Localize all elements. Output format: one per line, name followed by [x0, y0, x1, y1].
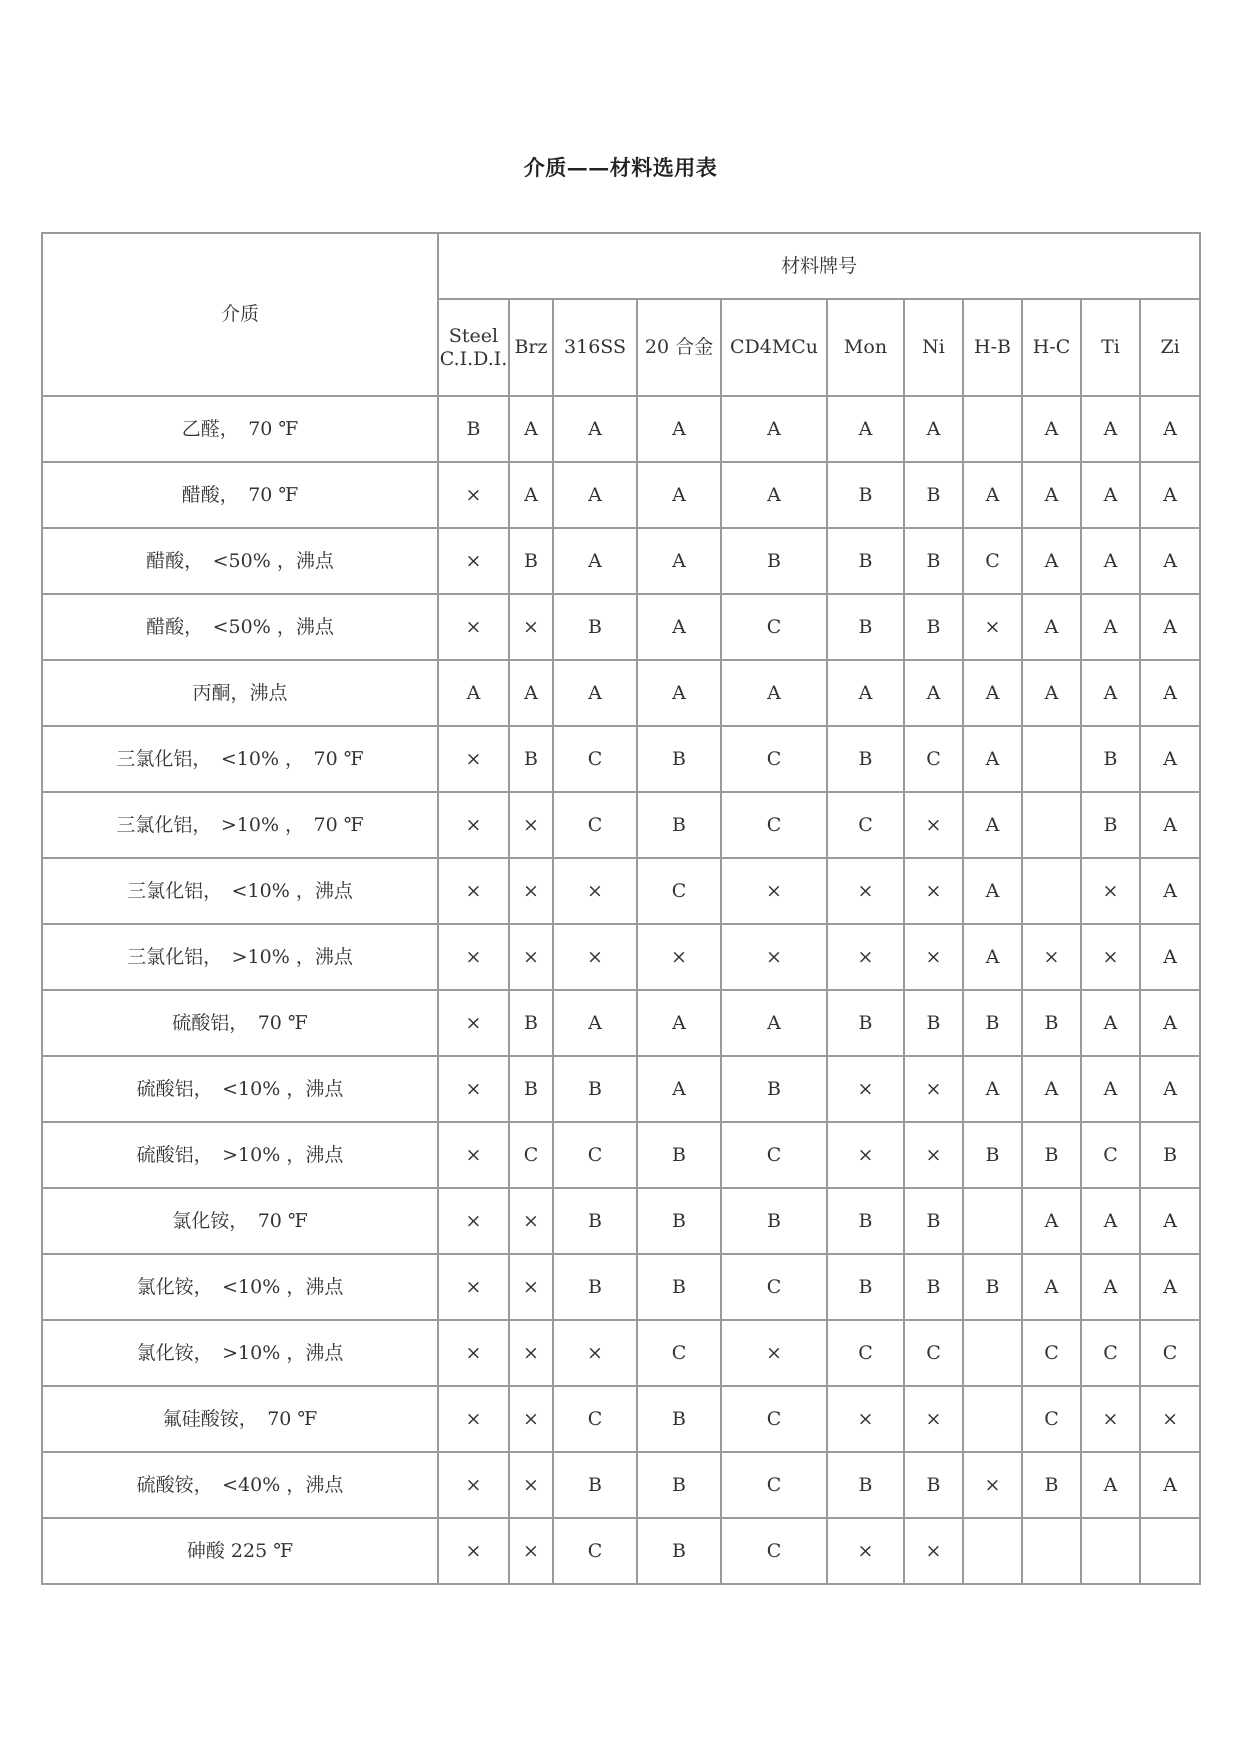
rating-cell: × [438, 528, 509, 594]
rating-cell: × [904, 924, 963, 990]
rating-cell: A [438, 660, 509, 726]
rating-cell: × [721, 858, 827, 924]
rating-cell: A [1081, 462, 1140, 528]
rating-cell: × [509, 924, 553, 990]
rating-cell [963, 396, 1022, 462]
rating-cell: C [1081, 1320, 1140, 1386]
rating-cell: B [904, 1452, 963, 1518]
rating-cell: × [509, 1452, 553, 1518]
rating-cell: × [827, 924, 904, 990]
rating-cell: × [904, 1056, 963, 1122]
rating-cell: B [1022, 990, 1081, 1056]
rating-cell: B [904, 528, 963, 594]
rating-cell: C [721, 1386, 827, 1452]
rating-cell: B [904, 1188, 963, 1254]
rating-cell: A [963, 660, 1022, 726]
rating-cell [1022, 858, 1081, 924]
rating-cell: B [1081, 726, 1140, 792]
rating-cell: × [904, 858, 963, 924]
medium-cell: 醋酸， <50% ，沸点 [42, 594, 438, 660]
rating-cell: B [637, 792, 721, 858]
rating-cell: A [1022, 594, 1081, 660]
rating-cell: × [904, 1122, 963, 1188]
rating-cell: C [904, 1320, 963, 1386]
medium-cell: 氯化铵， 70 ℉ [42, 1188, 438, 1254]
material-column-header [1140, 299, 1200, 396]
rating-cell: A [1140, 1188, 1200, 1254]
rating-cell: × [963, 1452, 1022, 1518]
material-name: H-B [974, 336, 1011, 359]
table-row [42, 990, 1200, 1056]
rating-cell: B [827, 1254, 904, 1320]
rating-cell: B [721, 1188, 827, 1254]
rating-cell: × [963, 594, 1022, 660]
rating-cell: C [553, 1386, 637, 1452]
rating-cell: C [553, 726, 637, 792]
rating-cell: C [553, 1122, 637, 1188]
rating-cell [963, 1386, 1022, 1452]
material-name: Ti [1101, 336, 1120, 359]
rating-cell: C [509, 1122, 553, 1188]
rating-cell: × [1081, 1386, 1140, 1452]
rating-cell: × [438, 1518, 509, 1584]
rating-cell: B [637, 726, 721, 792]
rating-cell: B [509, 726, 553, 792]
table-row [42, 1452, 1200, 1518]
material-column-header [963, 299, 1022, 396]
rating-cell: A [637, 1056, 721, 1122]
rating-cell: × [438, 858, 509, 924]
table-row [42, 594, 1200, 660]
table-row [42, 1056, 1200, 1122]
rating-cell: A [1140, 792, 1200, 858]
rating-cell: A [553, 462, 637, 528]
rating-cell: B [827, 528, 904, 594]
material-name: Brz [514, 336, 548, 359]
rating-cell: A [1140, 1254, 1200, 1320]
table-row [42, 1254, 1200, 1320]
material-name: Steel [448, 324, 499, 347]
table-row [42, 660, 1200, 726]
rating-cell: A [1140, 924, 1200, 990]
rating-cell: C [721, 1122, 827, 1188]
rating-cell: C [637, 858, 721, 924]
rating-cell: C [1081, 1122, 1140, 1188]
rating-cell: × [438, 1320, 509, 1386]
rating-cell: A [904, 660, 963, 726]
rating-cell: B [553, 594, 637, 660]
rating-cell: × [827, 1122, 904, 1188]
material-name: H-C [1032, 336, 1071, 359]
table-row [42, 1320, 1200, 1386]
rating-cell: × [438, 1452, 509, 1518]
rating-cell: C [637, 1320, 721, 1386]
rating-cell: A [1140, 990, 1200, 1056]
rating-cell: A [509, 396, 553, 462]
rating-cell: A [637, 660, 721, 726]
rating-cell [963, 1320, 1022, 1386]
rating-cell: A [1140, 660, 1200, 726]
rating-cell: B [553, 1254, 637, 1320]
rating-cell: A [1022, 1254, 1081, 1320]
medium-cell: 丙酮，沸点 [42, 660, 438, 726]
material-column-header [721, 299, 827, 396]
rating-cell [963, 1518, 1022, 1584]
material-name: Mon [843, 336, 888, 359]
rating-cell: C [827, 1320, 904, 1386]
material-name: Ni [922, 336, 945, 359]
material-column-header [553, 299, 637, 396]
rating-cell: B [827, 462, 904, 528]
rating-cell: B [637, 1386, 721, 1452]
rating-cell: B [904, 462, 963, 528]
rating-cell: C [721, 1452, 827, 1518]
rating-cell: A [1081, 1188, 1140, 1254]
rating-cell: × [904, 1386, 963, 1452]
rating-cell: A [637, 990, 721, 1056]
rating-cell: A [1022, 1056, 1081, 1122]
rating-cell: × [438, 726, 509, 792]
rating-cell: C [721, 792, 827, 858]
rating-cell: B [827, 726, 904, 792]
medium-cell: 氯化铵， >10% ，沸点 [42, 1320, 438, 1386]
material-column-header [1022, 299, 1081, 396]
medium-cell: 三氯化铝， >10% ， 70 ℉ [42, 792, 438, 858]
rating-cell: A [1140, 462, 1200, 528]
rating-cell: B [721, 1056, 827, 1122]
rating-cell: B [827, 990, 904, 1056]
rating-cell: A [1081, 660, 1140, 726]
table-row [42, 1386, 1200, 1452]
rating-cell: × [827, 1386, 904, 1452]
material-column-header [637, 299, 721, 396]
rating-cell: A [1081, 990, 1140, 1056]
medium-cell: 醋酸， <50% ，沸点 [42, 528, 438, 594]
rating-cell: A [1140, 1452, 1200, 1518]
rating-cell: A [963, 1056, 1022, 1122]
rating-cell [1140, 1518, 1200, 1584]
medium-cell: 砷酸 225 ℉ [42, 1518, 438, 1584]
rating-cell: B [637, 1188, 721, 1254]
rating-cell: A [1022, 462, 1081, 528]
material-grade-header: 材料牌号 [438, 233, 1200, 299]
rating-cell: A [1140, 1056, 1200, 1122]
rating-cell: A [1081, 594, 1140, 660]
rating-cell: C [721, 726, 827, 792]
rating-cell: × [1081, 858, 1140, 924]
rating-cell: C [1140, 1320, 1200, 1386]
table-row [42, 1188, 1200, 1254]
rating-cell: A [963, 792, 1022, 858]
material-column-header [904, 299, 963, 396]
material-name: 316SS [564, 336, 626, 359]
rating-cell: A [637, 462, 721, 528]
medium-cell: 醋酸， 70 ℉ [42, 462, 438, 528]
rating-cell: B [509, 1056, 553, 1122]
rating-cell: A [1022, 396, 1081, 462]
rating-cell: B [637, 1122, 721, 1188]
rating-cell: × [509, 594, 553, 660]
rating-cell: B [963, 1122, 1022, 1188]
rating-cell: C [721, 1254, 827, 1320]
rating-cell: × [438, 1254, 509, 1320]
material-selection-table [41, 232, 1201, 1585]
rating-cell: A [637, 594, 721, 660]
medium-cell: 三氯化铝， <10% ，沸点 [42, 858, 438, 924]
rating-cell: A [1022, 528, 1081, 594]
rating-cell: A [1140, 528, 1200, 594]
rating-cell: B [721, 528, 827, 594]
rating-cell: A [553, 660, 637, 726]
rating-cell: A [1140, 396, 1200, 462]
rating-cell: A [509, 462, 553, 528]
rating-cell: A [1140, 594, 1200, 660]
rating-cell: A [963, 726, 1022, 792]
material-name: CD4MCu [729, 336, 819, 359]
rating-cell: C [721, 1518, 827, 1584]
rating-cell [1022, 726, 1081, 792]
rating-cell: A [827, 660, 904, 726]
rating-cell: A [1022, 660, 1081, 726]
rating-cell: × [438, 1056, 509, 1122]
material-column-header [509, 299, 553, 396]
rating-cell: C [1022, 1320, 1081, 1386]
rating-cell: × [1081, 924, 1140, 990]
rating-cell: × [438, 792, 509, 858]
table-row [42, 1518, 1200, 1584]
rating-cell: B [904, 594, 963, 660]
rating-cell: A [721, 396, 827, 462]
rating-cell: A [1081, 1056, 1140, 1122]
material-column-header [1081, 299, 1140, 396]
rating-cell: B [438, 396, 509, 462]
rating-cell: × [553, 858, 637, 924]
table-row [42, 528, 1200, 594]
rating-cell: × [438, 990, 509, 1056]
rating-cell: × [509, 792, 553, 858]
rating-cell: A [553, 396, 637, 462]
rating-cell: C [963, 528, 1022, 594]
medium-cell: 氯化铵， <10% ，沸点 [42, 1254, 438, 1320]
rating-cell: × [438, 462, 509, 528]
rating-cell: × [438, 594, 509, 660]
medium-cell: 硫酸铝， >10% ，沸点 [42, 1122, 438, 1188]
rating-cell: C [827, 792, 904, 858]
rating-cell: A [1140, 858, 1200, 924]
rating-cell: B [1022, 1122, 1081, 1188]
rating-cell [1022, 1518, 1081, 1584]
material-column-header [438, 299, 509, 396]
medium-cell: 三氯化铝， >10% ，沸点 [42, 924, 438, 990]
rating-cell: B [553, 1188, 637, 1254]
document-title: 介质——材料选用表 [523, 155, 718, 180]
rating-cell: × [438, 924, 509, 990]
rating-cell: × [721, 1320, 827, 1386]
rating-cell: × [438, 1122, 509, 1188]
rating-cell: × [509, 1188, 553, 1254]
rating-cell: × [509, 1254, 553, 1320]
rating-cell: × [827, 1518, 904, 1584]
material-name: Zi [1160, 336, 1180, 359]
medium-cell: 硫酸铝， <10% ，沸点 [42, 1056, 438, 1122]
rating-cell: A [721, 990, 827, 1056]
table-row [42, 1122, 1200, 1188]
header-row-1 [42, 233, 1200, 299]
rating-cell [1081, 1518, 1140, 1584]
rating-cell: A [963, 924, 1022, 990]
rating-cell: A [509, 660, 553, 726]
table-row [42, 792, 1200, 858]
rating-cell: C [1022, 1386, 1081, 1452]
rating-cell: B [827, 1452, 904, 1518]
rating-cell: × [553, 924, 637, 990]
rating-cell: A [553, 528, 637, 594]
rating-cell: × [1140, 1386, 1200, 1452]
rating-cell: A [553, 990, 637, 1056]
rating-cell: × [553, 1320, 637, 1386]
rating-cell: B [963, 990, 1022, 1056]
rating-cell: B [904, 1254, 963, 1320]
rating-cell: A [1081, 396, 1140, 462]
rating-cell: A [637, 528, 721, 594]
rating-cell: C [553, 792, 637, 858]
rating-cell: × [509, 1386, 553, 1452]
medium-cell: 氟硅酸铵， 70 ℉ [42, 1386, 438, 1452]
rating-cell: × [904, 792, 963, 858]
rating-cell: B [1140, 1122, 1200, 1188]
rating-cell: B [553, 1056, 637, 1122]
rating-cell: A [1022, 1188, 1081, 1254]
rating-cell: B [1081, 792, 1140, 858]
medium-header: 介质 [42, 233, 438, 396]
rating-cell: × [721, 924, 827, 990]
table-row [42, 858, 1200, 924]
rating-cell: A [1140, 726, 1200, 792]
rating-cell: B [827, 594, 904, 660]
rating-cell: B [637, 1254, 721, 1320]
rating-cell: × [509, 1320, 553, 1386]
rating-cell: A [904, 396, 963, 462]
rating-cell [1022, 792, 1081, 858]
rating-cell: × [637, 924, 721, 990]
rating-cell: × [438, 1188, 509, 1254]
rating-cell: B [1022, 1452, 1081, 1518]
rating-cell: B [509, 990, 553, 1056]
material-name: 20 合金 [644, 336, 714, 359]
medium-cell: 硫酸铵， <40% ，沸点 [42, 1452, 438, 1518]
rating-cell: A [1081, 1254, 1140, 1320]
rating-cell: B [553, 1452, 637, 1518]
material-column-header [827, 299, 904, 396]
rating-cell: × [509, 858, 553, 924]
rating-cell: A [963, 858, 1022, 924]
rating-cell: A [1081, 528, 1140, 594]
rating-cell: × [827, 1056, 904, 1122]
rating-cell: × [1022, 924, 1081, 990]
rating-cell: C [553, 1518, 637, 1584]
rating-cell: B [963, 1254, 1022, 1320]
rating-cell: C [721, 594, 827, 660]
rating-cell: C [904, 726, 963, 792]
rating-cell: B [637, 1518, 721, 1584]
table-row [42, 462, 1200, 528]
rating-cell: × [509, 1518, 553, 1584]
rating-cell: A [721, 660, 827, 726]
rating-cell: × [438, 1386, 509, 1452]
rating-cell: B [904, 990, 963, 1056]
rating-cell: × [827, 858, 904, 924]
rating-cell: A [1081, 1452, 1140, 1518]
rating-cell: A [827, 396, 904, 462]
rating-cell: A [963, 462, 1022, 528]
rating-cell: B [827, 1188, 904, 1254]
rating-cell: × [904, 1518, 963, 1584]
material-name-line2: C.I.D.I. [439, 347, 508, 370]
medium-cell: 乙醛， 70 ℉ [42, 396, 438, 462]
rating-cell [963, 1188, 1022, 1254]
rating-cell: A [637, 396, 721, 462]
medium-cell: 硫酸铝， 70 ℉ [42, 990, 438, 1056]
medium-cell: 三氯化铝， <10% ， 70 ℉ [42, 726, 438, 792]
table-row [42, 396, 1200, 462]
rating-cell: A [721, 462, 827, 528]
rating-cell: B [637, 1452, 721, 1518]
table-row [42, 726, 1200, 792]
rating-cell: B [509, 528, 553, 594]
table-row [42, 924, 1200, 990]
